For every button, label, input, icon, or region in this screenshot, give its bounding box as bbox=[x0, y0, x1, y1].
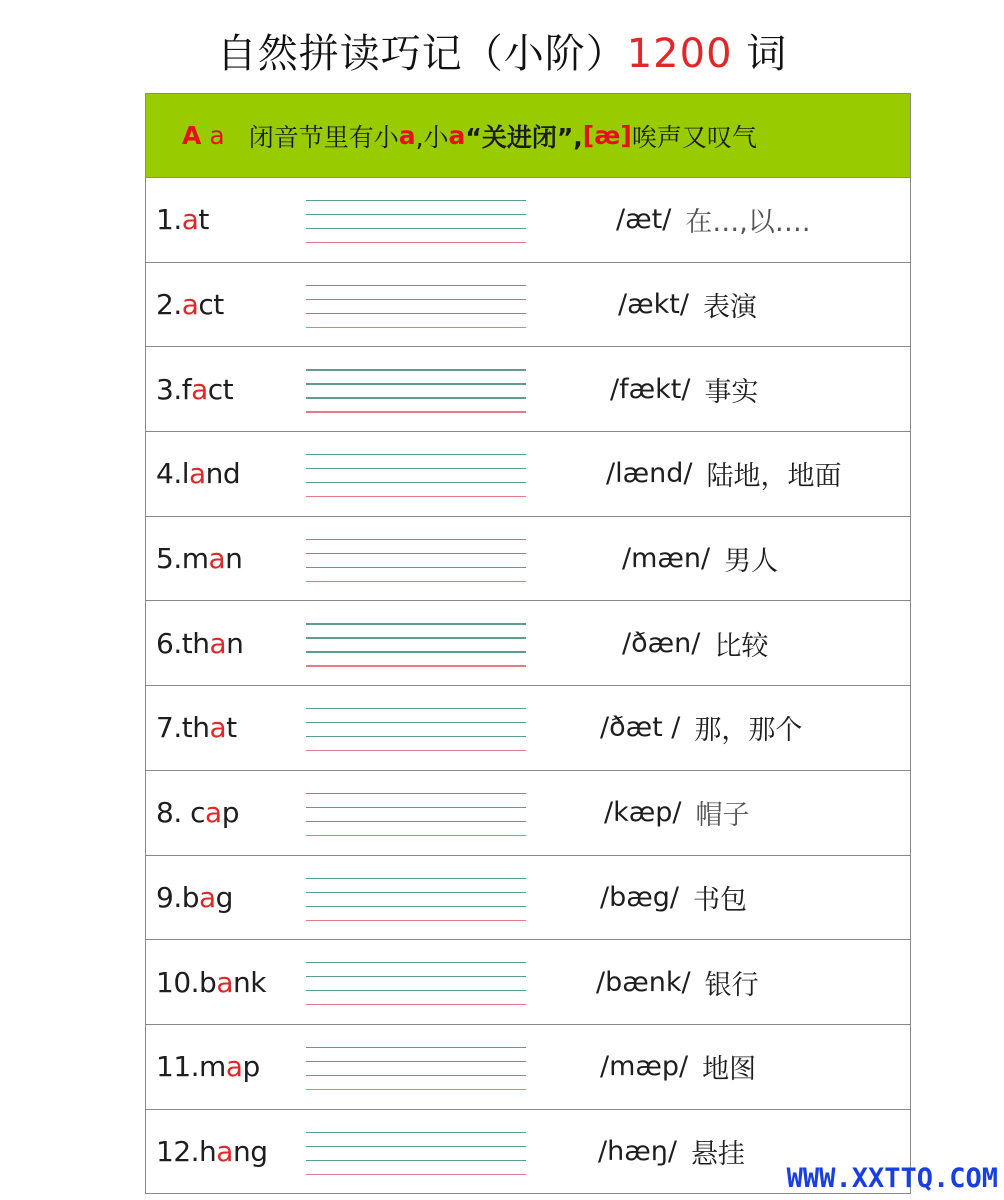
word-row bbox=[146, 686, 910, 771]
writing-line bbox=[306, 242, 526, 243]
word-suffix: nd bbox=[205, 457, 241, 491]
word-row bbox=[146, 1025, 910, 1110]
word-row bbox=[146, 432, 910, 517]
word-text bbox=[156, 347, 233, 431]
word-suffix: n bbox=[225, 542, 243, 576]
word-highlight-letter: a bbox=[191, 372, 208, 406]
word-highlight-letter: a bbox=[208, 542, 226, 576]
writing-line bbox=[306, 962, 526, 963]
chinese-meaning: 陆地，地面 bbox=[706, 461, 842, 493]
word-suffix: n bbox=[226, 626, 244, 660]
pronunciation-meaning bbox=[596, 940, 759, 1024]
pronunciation-meaning bbox=[600, 856, 747, 940]
chinese-meaning: 地图 bbox=[702, 1054, 757, 1086]
writing-lines[interactable] bbox=[306, 1047, 526, 1091]
ipa-transcription: /ðæn/ bbox=[622, 627, 701, 659]
word-prefix: 8. c bbox=[156, 796, 206, 830]
writing-line bbox=[306, 920, 526, 921]
letter-upper: A bbox=[182, 121, 202, 150]
chinese-meaning: 比较 bbox=[714, 630, 769, 662]
word-suffix: t bbox=[198, 203, 209, 237]
ipa-transcription: /mæp/ bbox=[600, 1051, 689, 1083]
word-prefix: 11.m bbox=[156, 1050, 226, 1084]
ipa-transcription: /kæp/ bbox=[604, 797, 682, 829]
word-text bbox=[156, 1025, 260, 1109]
word-suffix: t bbox=[226, 711, 237, 745]
writing-line bbox=[306, 383, 526, 384]
word-rows bbox=[146, 178, 910, 1194]
writing-lines[interactable] bbox=[306, 539, 526, 583]
chinese-meaning: 书包 bbox=[692, 884, 747, 916]
rule-part-3: “关进闭”, bbox=[465, 122, 583, 152]
word-highlight-letter: a bbox=[209, 626, 227, 660]
writing-line bbox=[306, 228, 526, 229]
rule-a-1: a bbox=[398, 121, 416, 150]
chinese-meaning: 事实 bbox=[704, 376, 759, 408]
word-prefix: 12.h bbox=[156, 1134, 217, 1168]
writing-line bbox=[306, 821, 526, 822]
page-title bbox=[0, 22, 1004, 79]
chinese-meaning: 银行 bbox=[704, 969, 759, 1001]
writing-lines[interactable] bbox=[306, 878, 526, 922]
ipa-transcription: /bænk/ bbox=[596, 966, 691, 998]
word-prefix: 10.b bbox=[156, 965, 217, 999]
word-highlight-letter: a bbox=[216, 1134, 233, 1168]
writing-lines[interactable] bbox=[306, 369, 526, 413]
word-text bbox=[156, 1110, 267, 1194]
writing-line bbox=[306, 623, 526, 624]
pronunciation-meaning bbox=[598, 1110, 745, 1194]
pronunciation-meaning bbox=[616, 178, 810, 262]
word-prefix: 5.m bbox=[156, 542, 209, 576]
word-suffix: ct bbox=[198, 288, 224, 322]
pronunciation-meaning bbox=[600, 1025, 756, 1109]
writing-line bbox=[306, 1132, 526, 1133]
word-row bbox=[146, 771, 910, 856]
ipa-transcription: /hæŋ/ bbox=[598, 1135, 677, 1167]
word-prefix: 6.th bbox=[156, 626, 210, 660]
word-prefix: 2. bbox=[156, 288, 182, 322]
writing-line bbox=[306, 299, 526, 300]
writing-line bbox=[306, 482, 526, 483]
writing-line bbox=[306, 1004, 526, 1005]
writing-line bbox=[306, 878, 526, 879]
word-row bbox=[146, 856, 910, 941]
writing-line bbox=[306, 200, 526, 201]
writing-lines[interactable] bbox=[306, 454, 526, 498]
word-prefix: 9.b bbox=[156, 880, 199, 914]
word-suffix: ng bbox=[232, 1134, 268, 1168]
writing-lines[interactable] bbox=[306, 1132, 526, 1176]
writing-lines[interactable] bbox=[306, 285, 526, 329]
writing-line bbox=[306, 1146, 526, 1147]
word-text bbox=[156, 263, 224, 347]
pronunciation-meaning bbox=[622, 601, 768, 685]
ipa-transcription: /bæg/ bbox=[600, 881, 679, 913]
writing-line bbox=[306, 397, 526, 398]
site-watermark: WWW.XXTTQ.COM bbox=[786, 1163, 998, 1194]
rule-a-2: a bbox=[448, 121, 466, 150]
writing-line bbox=[306, 736, 526, 737]
writing-line bbox=[306, 553, 526, 554]
chinese-meaning: 帽子 bbox=[695, 800, 750, 832]
word-highlight-letter: a bbox=[225, 1050, 243, 1084]
writing-line bbox=[306, 990, 526, 991]
pronunciation-meaning bbox=[618, 263, 757, 347]
word-row bbox=[146, 601, 910, 686]
writing-line bbox=[306, 976, 526, 977]
chinese-meaning: 男人 bbox=[724, 546, 779, 578]
word-highlight-letter: a bbox=[216, 965, 233, 999]
word-text bbox=[156, 686, 237, 770]
writing-line bbox=[306, 411, 526, 412]
writing-lines[interactable] bbox=[306, 962, 526, 1006]
word-prefix: 3.f bbox=[156, 372, 192, 406]
word-text bbox=[156, 856, 233, 940]
writing-line bbox=[306, 1174, 526, 1175]
word-highlight-letter: a bbox=[209, 711, 227, 745]
word-highlight-letter: a bbox=[181, 203, 199, 237]
word-row bbox=[146, 940, 910, 1025]
pronunciation-meaning bbox=[606, 432, 841, 516]
pronunciation-meaning bbox=[622, 517, 778, 601]
rule-part-2: ,小 bbox=[415, 122, 449, 152]
pronunciation-meaning bbox=[610, 347, 758, 431]
word-text bbox=[156, 771, 239, 855]
word-text bbox=[156, 940, 266, 1024]
word-highlight-letter: a bbox=[181, 288, 199, 322]
rule-part-1: 闭音节里有小 bbox=[248, 122, 399, 152]
writing-line bbox=[306, 567, 526, 568]
word-text bbox=[156, 517, 242, 601]
writing-line bbox=[306, 369, 526, 370]
word-suffix: nk bbox=[232, 965, 266, 999]
word-suffix: p bbox=[242, 1050, 260, 1084]
title-text: 自然拼读巧记（小阶） bbox=[216, 31, 627, 77]
word-row bbox=[146, 178, 910, 263]
writing-line bbox=[306, 581, 526, 582]
chinese-meaning: 表演 bbox=[702, 292, 757, 324]
writing-line bbox=[306, 906, 526, 907]
word-row bbox=[146, 347, 910, 432]
writing-line bbox=[306, 1160, 526, 1161]
writing-line bbox=[306, 651, 526, 652]
writing-line bbox=[306, 637, 526, 638]
pronunciation-meaning bbox=[604, 771, 749, 855]
writing-line bbox=[306, 807, 526, 808]
writing-line bbox=[306, 468, 526, 469]
word-suffix: ct bbox=[207, 372, 234, 406]
word-row bbox=[146, 263, 910, 348]
word-text bbox=[156, 432, 240, 516]
writing-line bbox=[306, 665, 526, 666]
writing-line bbox=[306, 496, 526, 497]
ipa-transcription: /lænd/ bbox=[606, 458, 693, 490]
word-row bbox=[146, 517, 910, 602]
word-sheet bbox=[145, 93, 911, 1194]
writing-line bbox=[306, 892, 526, 893]
writing-lines[interactable] bbox=[306, 623, 526, 667]
ipa-transcription: /æt/ bbox=[616, 204, 672, 236]
writing-line bbox=[306, 1061, 526, 1062]
word-text bbox=[156, 601, 243, 685]
chinese-meaning: 悬挂 bbox=[690, 1138, 745, 1170]
rule-part-4: 唉声又叹气 bbox=[631, 122, 757, 152]
ipa-transcription: /fækt/ bbox=[610, 373, 691, 405]
writing-line bbox=[306, 539, 526, 540]
word-highlight-letter: a bbox=[199, 880, 216, 914]
word-suffix: g bbox=[215, 880, 233, 914]
writing-line bbox=[306, 708, 526, 709]
ipa-transcription: /ðæt / bbox=[600, 712, 681, 744]
writing-lines[interactable] bbox=[306, 200, 526, 244]
word-prefix: 7.th bbox=[156, 711, 210, 745]
word-text bbox=[156, 178, 209, 262]
pronunciation-meaning bbox=[600, 686, 802, 770]
writing-line bbox=[306, 285, 526, 286]
writing-line bbox=[306, 327, 526, 328]
letter-lower: a bbox=[209, 121, 225, 150]
writing-line bbox=[306, 313, 526, 314]
writing-lines[interactable] bbox=[306, 793, 526, 837]
writing-line bbox=[306, 1089, 526, 1090]
writing-line bbox=[306, 750, 526, 751]
writing-lines[interactable] bbox=[306, 708, 526, 752]
writing-line bbox=[306, 1047, 526, 1048]
writing-line bbox=[306, 722, 526, 723]
word-suffix: p bbox=[221, 796, 239, 830]
writing-line bbox=[306, 835, 526, 836]
ipa-transcription: /mæn/ bbox=[622, 543, 711, 575]
word-highlight-letter: a bbox=[205, 796, 222, 830]
word-highlight-letter: a bbox=[189, 457, 206, 491]
chinese-meaning: 在…,以…. bbox=[685, 207, 811, 239]
phonics-rule-banner bbox=[146, 94, 910, 178]
writing-line bbox=[306, 1075, 526, 1076]
writing-line bbox=[306, 214, 526, 215]
title-number: 1200 bbox=[626, 31, 733, 77]
title-suffix: 词 bbox=[746, 31, 788, 77]
word-prefix: 4.l bbox=[156, 457, 189, 491]
rule-ipa: [æ] bbox=[582, 121, 632, 150]
word-prefix: 1. bbox=[156, 203, 182, 237]
writing-line bbox=[306, 454, 526, 455]
writing-line bbox=[306, 793, 526, 794]
ipa-transcription: /ækt/ bbox=[618, 289, 689, 321]
chinese-meaning: 那，那个 bbox=[694, 715, 803, 747]
